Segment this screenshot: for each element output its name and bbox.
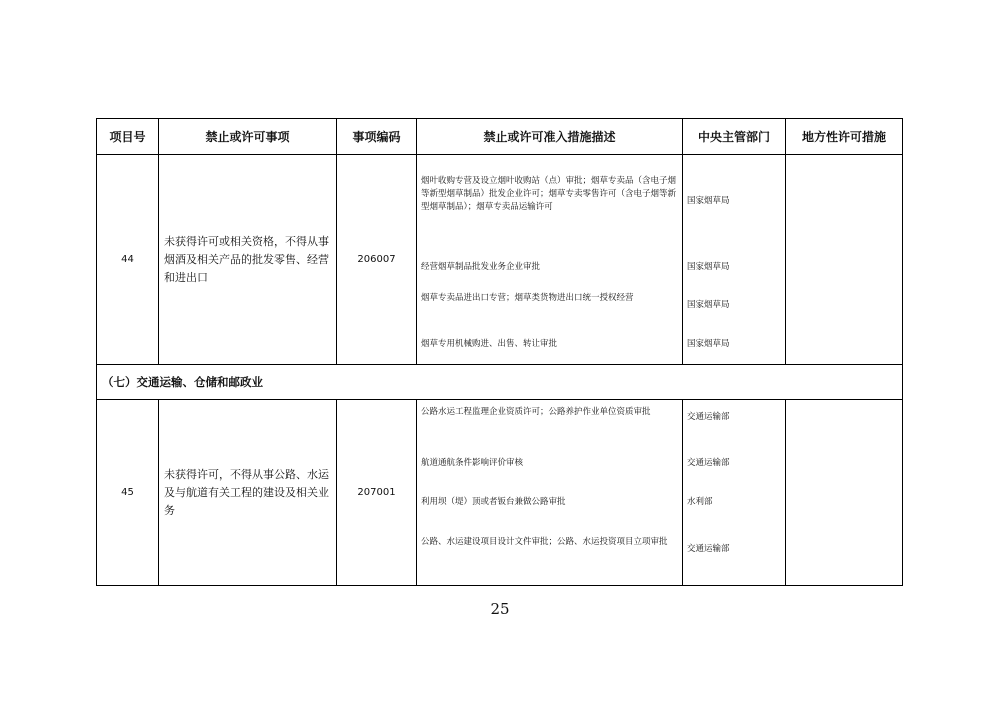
department-text: 国家烟草局 [687,196,730,206]
measure-text: 烟叶收购专营及设立烟叶收购站（点）审批；烟草专卖品（含电子烟等新型烟草制品）批发企业许可；烟草专卖零售许可（含电子烟等新型烟草制品）；烟草专卖品运输许可 [421,176,677,212]
measure-text: 经营烟草制品批发业务企业审批 [421,262,541,272]
row-measures [417,400,683,586]
page-number: 25 [490,600,510,618]
department-text: 交通运输部 [687,412,730,422]
section-title: （七）交通运输、仓储和邮政业 [97,365,903,400]
header-item-number: 项目号 [97,119,159,155]
row-code: 206007 [337,155,417,365]
row-departments [683,400,786,586]
header-item: 禁止或许可事项 [159,119,337,155]
section-row [97,365,903,400]
measure-text: 烟草专卖品进出口专营；烟草类货物进出口统一授权经营 [421,293,634,303]
measure-text: 烟草专用机械购进、出售、转让审批 [421,339,558,349]
measure-text: 公路水运工程监理企业资质许可；公路养护作业单位资质审批 [421,407,651,417]
measure-text: 航道通航条件影响评价审核 [421,458,524,468]
department-text: 水利部 [687,497,713,507]
row-local-measures [786,400,903,586]
row-departments [683,155,786,365]
row-item-text: 未获得许可，不得从事公路、水运及与航道有关工程的建设及相关业务 [159,400,337,586]
row-item-text: 未获得许可或相关资格，不得从事烟酒及相关产品的批发零售、经营和进出口 [159,155,337,365]
department-text: 国家烟草局 [687,339,730,349]
table-row [97,155,903,365]
measure-text: 公路、水运建设项目设计文件审批；公路、水运投资项目立项审批 [421,537,668,547]
department-text: 国家烟草局 [687,300,730,310]
row-measures [417,155,683,365]
row-number: 44 [97,155,159,365]
department-text: 交通运输部 [687,544,730,554]
department-text: 交通运输部 [687,458,730,468]
header-code: 事项编码 [337,119,417,155]
permit-table [96,118,902,586]
measure-text: 利用坝（堤）顶或者钣台兼做公路审批 [421,497,566,507]
table-row [97,400,903,586]
row-code: 207001 [337,400,417,586]
table-header-row [97,119,903,155]
header-local-measures: 地方性许可措施 [786,119,903,155]
header-measure-description: 禁止或许可准入措施描述 [417,119,683,155]
header-central-department: 中央主管部门 [683,119,786,155]
department-text: 国家烟草局 [687,262,730,272]
row-number: 45 [97,400,159,586]
row-local-measures [786,155,903,365]
